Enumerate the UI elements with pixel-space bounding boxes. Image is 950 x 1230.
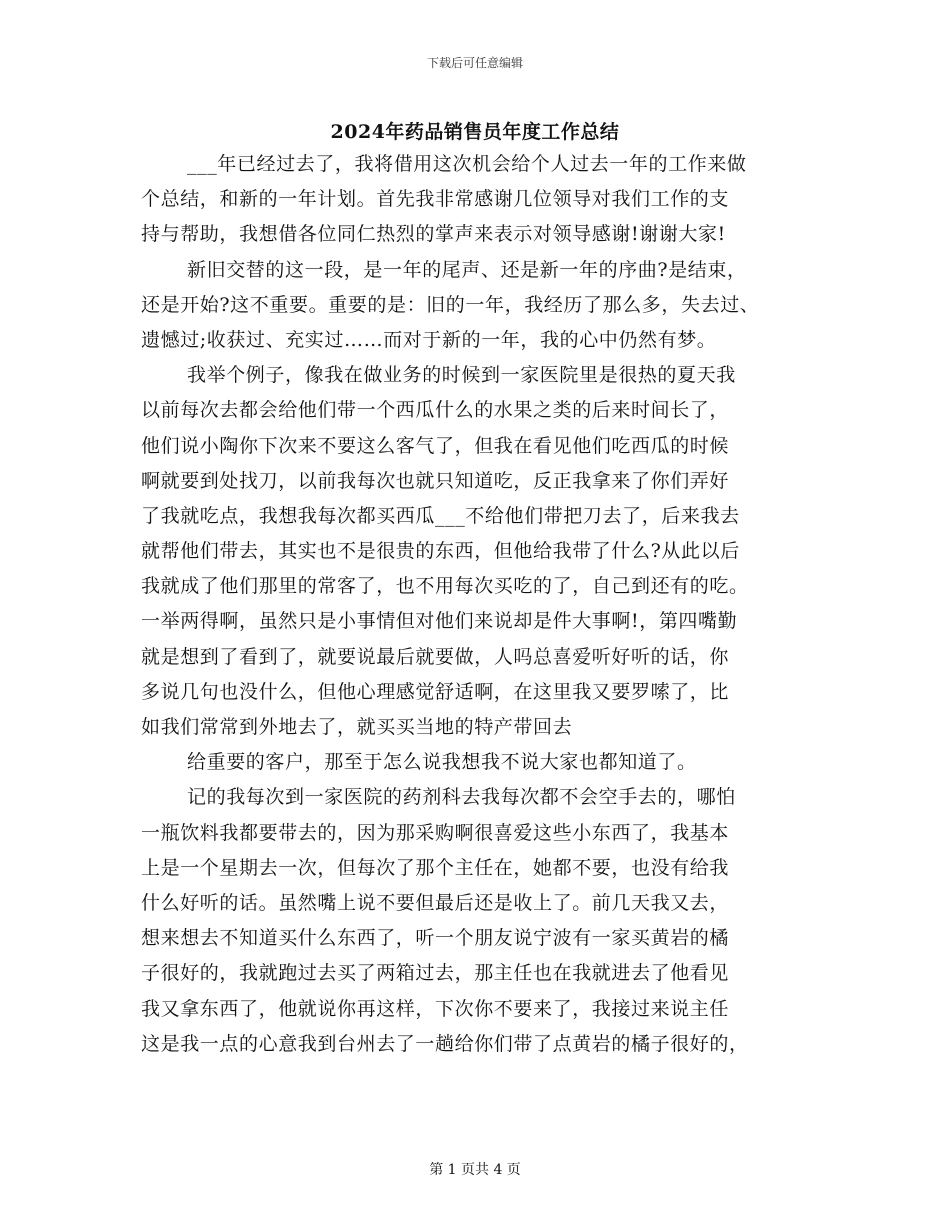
page-number: 第 1 页共 4 页 <box>429 1162 521 1178</box>
body-line: 什么好听的话。虽然嘴上说不要但最后还是收上了。前几天我又去， <box>141 891 730 914</box>
document-body <box>141 147 821 1062</box>
body-line: 个总结，和新的一年计划。首先我非常感谢几位领导对我们工作的支 <box>141 188 730 211</box>
body-line: 就是想到了看到了，就要说最后就要做，人吗总喜爱听好听的话，你 <box>141 645 730 668</box>
body-line: 我又拿东西了，他就说你再这样，下次你不要来了，我接过来说主任 <box>141 997 730 1020</box>
body-line: 这是我一点的心意我到台州去了一趟给你们带了点黄岩的橘子很好的， <box>141 1032 749 1055</box>
body-line: 记的我每次到一家医院的药剂科去我每次都不会空手去的，哪怕 <box>187 786 736 809</box>
body-line: 一瓶饮料我都要带去的，因为那采购啊很喜爱这些小东西了，我基本 <box>141 821 730 844</box>
body-line: 以前每次去都会给他们带一个西瓜什么的水果之类的后来时间长了， <box>141 399 730 422</box>
body-line: 一举两得啊，虽然只是小事情但对他们来说却是件大事啊!，第四嘴勤 <box>141 610 738 633</box>
body-line: 给重要的客户，那至于怎么说我想我不说大家也都知道了。 <box>187 751 697 774</box>
body-line: 他们说小陶你下次来不要这么客气了，但我在看见他们吃西瓜的时候 <box>141 434 730 457</box>
body-line: 子很好的，我就跑过去买了两箱过去，那主任也在我就进去了他看见 <box>141 962 730 985</box>
body-line: 持与帮助，我想借各位同仁热烈的掌声来表示对领导感谢!谢谢大家! <box>141 223 726 246</box>
body-line: ___年已经过去了，我将借用这次机会给个人过去一年的工作来做 <box>187 153 747 175</box>
body-line: 就帮他们带去，其实也不是很贵的东西，但他给我带了什么?从此以后 <box>141 540 740 563</box>
body-line: 上是一个星期去一次，但每次了那个主任在，她都不要，也没有给我 <box>141 856 730 879</box>
body-line: 啊就要到处找刀，以前我每次也就只知道吃，反正我拿来了你们弄好 <box>141 469 730 492</box>
body-line: 如我们常常到外地去了，就买买当地的特产带回去 <box>141 716 573 738</box>
body-line: 多说几句也没什么，但他心理感觉舒适啊，在这里我又要罗嗦了，比 <box>141 680 730 703</box>
download-note: 下载后可任意编辑 <box>426 56 523 70</box>
body-line: 了我就吃点，我想我每次都买西瓜___不给他们带把刀去了，后来我去 <box>141 504 740 527</box>
body-line: 遗憾过;收获过、充实过……而对于新的一年，我的心中仍然有梦。 <box>141 328 717 351</box>
body-line: 想来想去不知道买什么东西了，听一个朋友说宁波有一家买黄岩的橘 <box>141 927 730 950</box>
body-line: 新旧交替的这一段，是一年的尾声、还是新一年的序曲?是结束， <box>187 258 747 281</box>
body-line: 我就成了他们那里的常客了，也不用每次买吃的了，自己到还有的吃。 <box>141 575 749 598</box>
document-title: 2024年药品销售员年度工作总结 <box>330 121 620 143</box>
body-line: 还是开始?这不重要。重要的是：旧的一年，我经历了那么多，失去过、 <box>141 293 760 316</box>
body-line: 我举个例子，像我在做业务的时候到一家医院里是很热的夏天我 <box>187 364 736 387</box>
